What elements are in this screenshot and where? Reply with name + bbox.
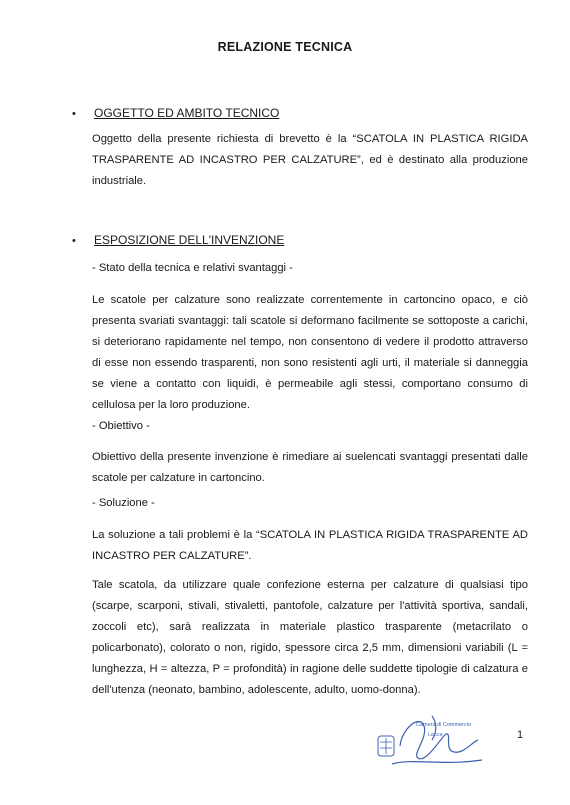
paragraph-obiettivo: Obiettivo della presente invenzione è rimediare ai suelencati svantaggi presentati dalle scatole per calzature in cartoncino. — [92, 451, 528, 484]
page-number: 1 — [517, 729, 524, 741]
section-heading-esposizione — [72, 233, 284, 247]
crest-icon — [378, 736, 394, 756]
bullet-icon: • — [72, 108, 76, 120]
signature-stamp — [372, 706, 492, 776]
section-heading-text: OGGETTO ED AMBITO TECNICO — [94, 106, 280, 120]
subheading-stato-tecnica: - Stato della tecnica e relativi svantaggi - — [92, 262, 293, 274]
subheading-soluzione: - Soluzione - — [92, 497, 155, 509]
section-heading-oggetto — [72, 106, 279, 120]
stamp-text-line2: Lecce — [428, 732, 443, 738]
paragraph-soluzione-dettaglio: Tale scatola, da utilizzare quale confezione esterna per calzature di qualsiasi tipo (scarpe, scarponi, stivali, stivaletti, pantofole, calzature per l'attività sportiva, sandali, zoccoli etc), sarà realizzata in materiale plastico trasparente (metacrilato o policarbonato), colorato o non, rigido, spessore circa 2,5 mm, dimensioni variabili (L = lunghezza, H = altezza, P = profondità) in ragione delle suddette tipologie di calzatura e dell'utenza (neonato, bambino, adolescente, adulto, uomo-donna). — [92, 579, 528, 696]
section-heading-text: ESPOSIZIONE DELL'INVENZIONE — [94, 233, 285, 247]
stamp-text-line1: Camera di Commercio — [416, 722, 472, 728]
page-title: RELAZIONE TECNICA — [217, 40, 353, 54]
subheading-obiettivo: - Obiettivo - — [92, 420, 150, 432]
section-body-oggetto: Oggetto della presente richiesta di brevetto è la “SCATOLA IN PLASTICA RIGIDA TRASPARENTE AD INCASTRO PER CALZATURE”, ed è destinato alla produzione industriale. — [92, 133, 528, 187]
paragraph-stato-tecnica: Le scatole per calzature sono realizzate correntemente in cartoncino opaco, e ciò presenta svariati svantaggi: tali scatole si deformano facilmente se sottoposte a carichi, si deteriorano rapidamente nel tempo, non consentono di vedere il prodotto attraverso di esse non essendo trasparenti, non sono resistenti agli urti, il materiale si danneggia se viene a contatto con liquidi, è permeabile agli stessi, comportano consumo di cellulosa per la loro produzione. — [92, 294, 528, 411]
paragraph-soluzione: La soluzione a tali problemi è la “SCATOLA IN PLASTICA RIGIDA TRASPARENTE AD INCASTRO PER CALZATURE”. — [92, 529, 528, 562]
bullet-icon: • — [72, 235, 76, 247]
